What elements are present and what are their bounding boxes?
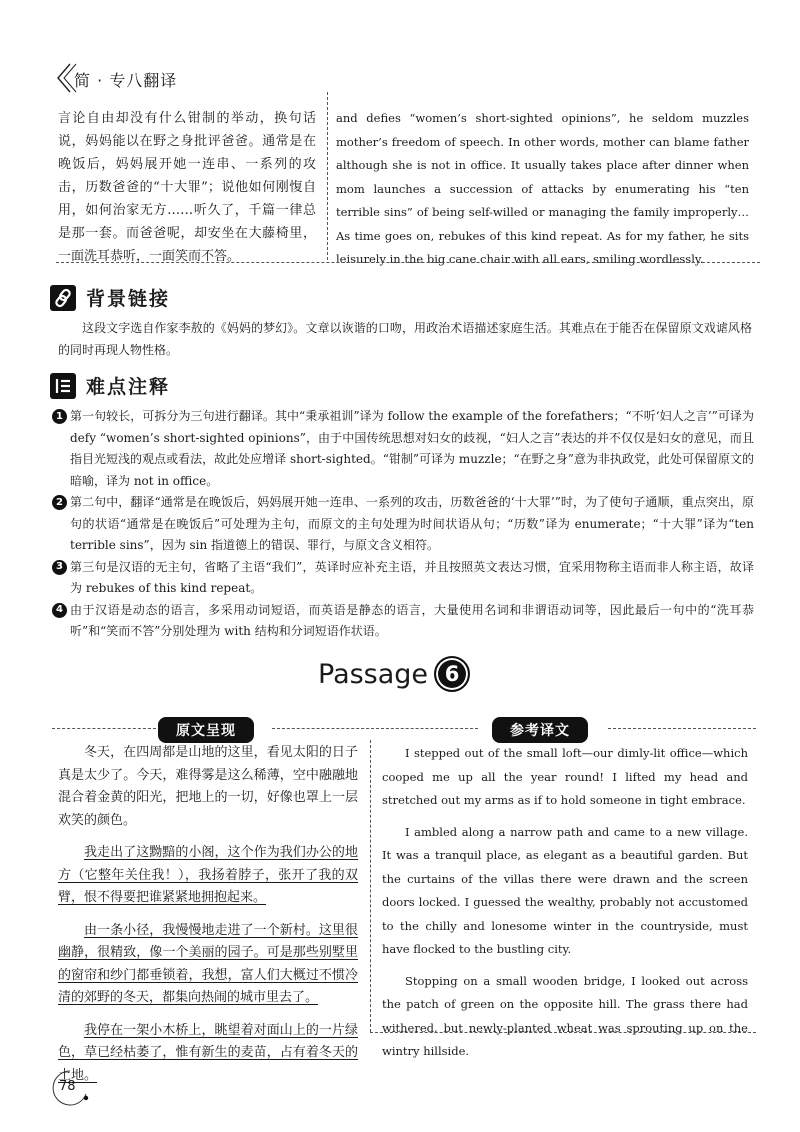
tag-line-right [608,728,756,729]
top-column-divider [327,92,328,260]
notes-title: 难点注释 [86,376,171,398]
en-paragraph: Stopping on a small wooden bridge, I looked out across the patch of green on the opposite hill. The grass there had withered, but newly-planted wheat was sprouting up on the wintry hillside. [382,973,748,1058]
original-tag: 原文呈现 [158,717,254,743]
link-icon [50,285,76,311]
note-text: 由于汉语是动态的语言，多采用动词短语，而英语是静态的语言，大量使用名词和非谓语动词等，因此最后一句中的“洗耳恭听”和“笑而不答”分别处理为 with 结构和分词短语作状语。 [70,602,754,638]
header-title: 简 · 专八翻译 [74,71,178,90]
note-text: 第三句是汉语的无主句，省略了主语“我们”，英译时应补充主语，并且按照英文表达习惯，宜采用物称主语而非人称主语，故译为 rebukes of this kind repeat。 [70,559,754,595]
cn-paragraph: 我停在一架小木桥上，眺望着对面山上的一片绿色，草已经枯萎了，惟有新生的麦苗，占有着冬天的土地。 [58,1022,358,1083]
note-item [52,406,754,492]
page-number-badge [50,1068,90,1108]
english-passage [382,742,748,1072]
note-number: 1 [52,409,67,424]
tag-line-left-a [52,728,156,729]
en-paragraph: I stepped out of the small loft—our dimly-lit office—which cooped me up all the year round! I lifted my head and stretched out my arms as if to hold someone in tight embrace. [382,746,748,807]
tag-line-left-b [272,728,478,729]
list-icon [50,373,76,399]
top-bottom-divider [56,262,760,263]
chinese-passage [58,742,358,1097]
page-header [52,62,202,94]
top-english-text: and defies “women’s short-sighted opinions”, he seldom muzzles mother’s freedom of speech. In other words, mother can blame father although she is not in office. It usually takes place after dinner when mom launches a succession of attacks by enumerating his “ten terrible sins” of being self-willed or managing the family improperly… As time goes on, rebukes of this kind repeat. As for my father, he sits leisurely in the big cane chair with all ears, smiling wordlessly. [336,111,749,266]
passage-heading [318,656,470,692]
note-text: 第一句较长，可拆分为三句进行翻译。其中“秉承祖训”译为 follow the example of the forefathers；“不听‘妇人之言’”可译为 defy “women’s short-sighted opinions”，由于中国传统思想对妇女的歧视，“妇人之言”表达的并不仅仅是妇女的意见，而且指目光短浅的观点或看法，故此处应增译 short-sighted。“钳制”可译为 muzzle；“在野之身”意为非执政党，此处可保留原文的暗喻，译为 not in office。 [70,409,754,488]
note-item [52,557,754,600]
cn-paragraph: 由一条小径，我慢慢地走进了一个新村。这里很幽静，很精致，像一个美丽的园子。可是那些别墅里的窗帘和纱门都垂锁着，我想，富人们大概过不惯冷清的郊野的冬天，都集向热闹的城市里去了。 [58,922,358,1005]
cn-paragraph: 我走出了这黝黯的小阁，这个作为我们办公的地方（它整年关住我！），我扬着脖子，张开了我的双臂，恨不得要把谁紧紧地拥抱起来。 [58,845,358,905]
top-chinese-text: 言论自由却没有什么钳制的举动，换句话说，妈妈能以在野之身批评爸爸。通常是在晚饭后，妈妈展开她一连串、一系列的攻击，历数爸爸的“十大罪”；说他如何刚愎自用，如何治家无方……听久了，千篇一律总是那一套。而爸爸呢，却安坐在大藤椅里，一面洗耳恭听，一面笑而不答。 [58,111,316,264]
passage-word: Passage [318,658,429,690]
note-item [52,600,754,643]
note-number: 4 [52,603,67,618]
reference-tag: 参考译文 [492,717,588,743]
en-paragraph: I ambled along a narrow path and came to a new village. It was a tranquil place, as elegant as a beautiful garden. But the curtains of the villas there were drawn and the screen doors locked. I guessed the wealthy, probably not accustomed to the chilly and lonesome winter in the countryside, must have flocked to the bustling city. [382,824,748,956]
notes-list [52,406,754,643]
note-number: 2 [52,495,67,510]
passage-bottom-divider [370,1032,756,1033]
note-text: 第二句中，翻译“通常是在晚饭后，妈妈展开她一连串、一系列的攻击，历数爸爸的‘十大罪’”时，为了使句子通顺，重点突出，原句的状语“通常是在晚饭后”可处理为主句，而原文的主句处理为时间状语从句；“历数”译为 enumerate；“十大罪”译为“ten terrible sins”，因为 sin 指道德上的错误、罪行，与原文含义相符。 [70,495,754,552]
notes-heading [50,372,170,399]
passage-column-divider [370,740,371,1032]
background-title: 背景链接 [86,288,171,310]
cn-paragraph: 冬天，在四周都是山地的这里，看见太阳的日子真是太少了。今天，难得雾是这么稀薄，空中融融地混合着金黄的阳光，把地上的一切，好像也罩上一层欢笑的颜色。 [58,745,358,828]
page-number: 78 [59,1079,76,1094]
note-number: 3 [52,560,67,575]
background-text: 这段文字选自作家李敖的《妈妈的梦幻》。文章以诙谐的口吻，用政治术语描述家庭生活。其难点在于能否在保留原文戏谑风格的同时再现人物性格。 [58,321,752,357]
passage-number: 6 [434,656,470,692]
note-item [52,492,754,557]
background-heading [50,284,170,311]
